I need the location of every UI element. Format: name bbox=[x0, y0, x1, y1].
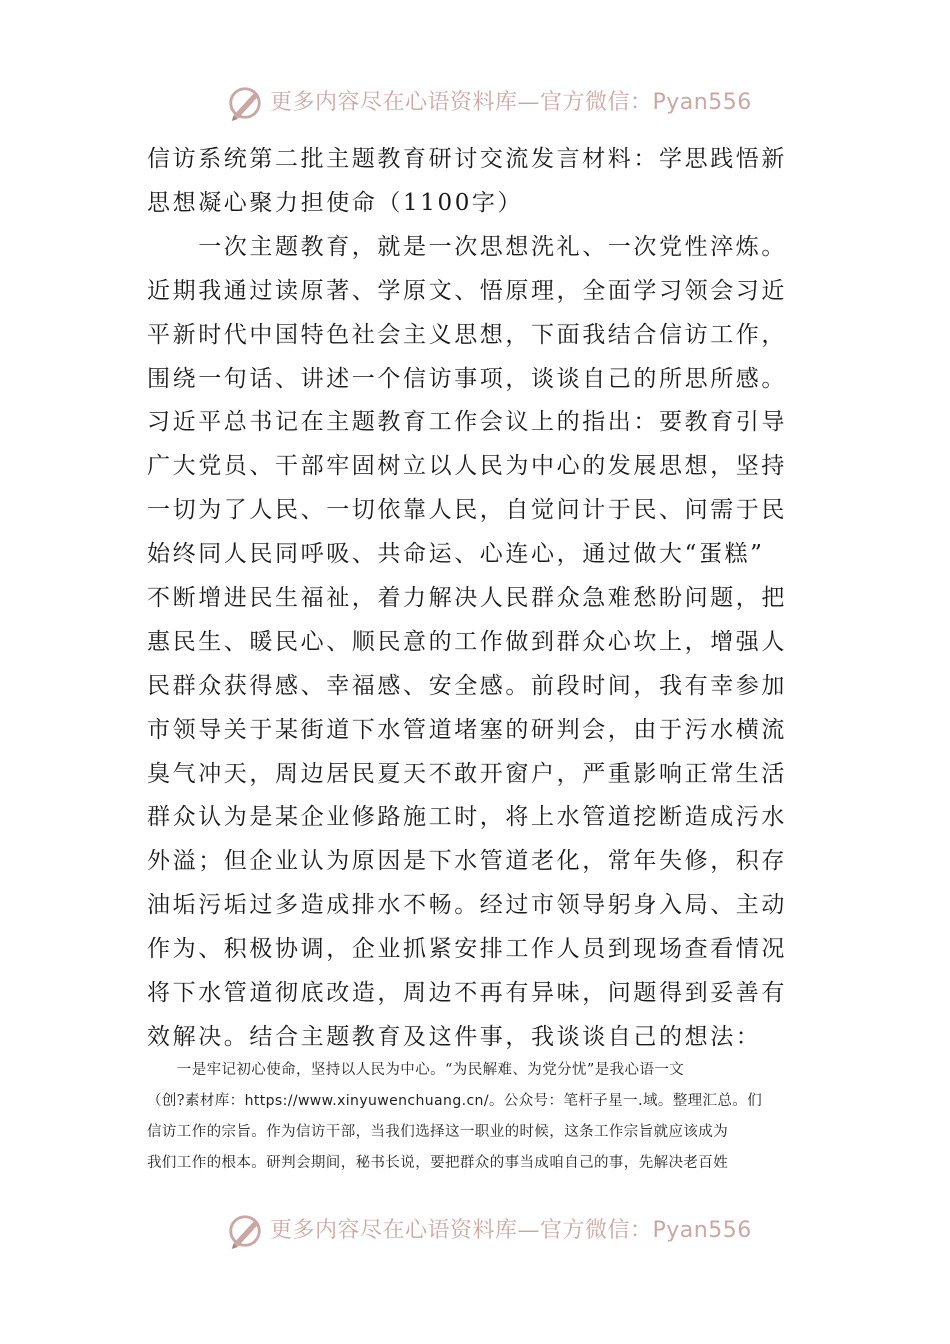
watermark-text: 更多内容尽在心语资料库—官方微信：Pyan556 bbox=[270, 1218, 752, 1243]
watermark-banner-bottom bbox=[0, 1210, 950, 1254]
body-line: 将下水管道彻底改造，周边不再有异味，问题得到妥善有 bbox=[147, 980, 787, 1006]
body-line: 市领导关于某街道下水管道堵塞的研判会，由于污水横流 bbox=[147, 717, 787, 743]
body-line: 习近平总书记在主题教育工作会议上的指出：要教育引导 bbox=[147, 409, 787, 435]
body-line: 始终同人民同呼吸、共命运、心连心，通过做大“蛋糕” bbox=[147, 541, 765, 567]
small-text-line: 信访工作的宗旨。作为信访干部，当我们选择这一职业的时候，这条工作宗旨就应该成为 bbox=[147, 1124, 729, 1140]
body-line: 惠民生、暖民心、顺民意的工作做到群众心坎上，增强人 bbox=[147, 629, 787, 655]
body-line: 效解决。结合主题教育及这件事，我谈谈自己的想法： bbox=[147, 1024, 762, 1050]
body-line: 臭气冲天，周边居民夏天不敢开窗户，严重影响正常生活 bbox=[147, 761, 787, 787]
body-line: 油垢污垢过多造成排水不畅。经过市领导躬身入局、主动 bbox=[147, 892, 787, 918]
pen-logo-icon bbox=[226, 1212, 264, 1250]
document-title-line-2: 思想凝心聚力担使命（1100字） bbox=[147, 190, 524, 216]
body-line: 广大党员、干部牢固树立以人民为中心的发展思想，坚持 bbox=[147, 453, 787, 479]
body-line: 近期我通过读原著、学原文、悟原理，全面学习领会习近 bbox=[147, 278, 787, 304]
watermark-text: 更多内容尽在心语资料库—官方微信：Pyan556 bbox=[270, 90, 752, 115]
pen-logo-icon bbox=[226, 84, 264, 122]
body-line: 民群众获得感、幸福感、安全感。前段时间，我有幸参加 bbox=[147, 673, 787, 699]
document-title-line-1: 信访系统第二批主题教育研讨交流发言材料：学思践悟新 bbox=[147, 146, 787, 172]
body-line: 围绕一句话、讲述一个信访事项，谈谈自己的所思所感。 bbox=[147, 366, 787, 392]
small-text-line: 我们工作的根本。研判会期间，秘书长说，要把群众的事当成咱自己的事，先解决老百姓 bbox=[147, 1155, 729, 1171]
body-line: 群众认为是某企业修路施工时，将上水管道挖断造成污水 bbox=[147, 804, 787, 830]
body-line: 作为、积极协调，企业抓紧安排工作人员到现场查看情况 bbox=[147, 936, 787, 962]
small-text-line: （创?素材库：https://www.xinyuwenchuang.cn/。公众号：笔杆子星一.域。整理汇总。们 bbox=[147, 1093, 763, 1109]
watermark-banner-top bbox=[0, 82, 950, 126]
body-line: 一切为了人民、一切依靠人民，自觉问计于民、问需于民 bbox=[147, 497, 787, 523]
small-text-line: 一是牢记初心使命，坚持以人民为中心。“为民解难、为党分忧”是我心语一文 bbox=[147, 1062, 685, 1078]
source-url-link[interactable]: https://www.xinyuwenchuang.cn/ bbox=[244, 1093, 489, 1109]
body-line: 平新时代中国特色社会主义思想，下面我结合信访工作， bbox=[147, 322, 787, 348]
body-line: 一次主题教育，就是一次思想洗礼、一次党性淬炼。 bbox=[147, 234, 787, 260]
body-line: 外溢；但企业认为原因是下水管道老化，常年失修，积存 bbox=[147, 848, 787, 874]
body-line: 不断增进民生福祉，着力解决人民群众急难愁盼问题，把 bbox=[147, 585, 787, 611]
